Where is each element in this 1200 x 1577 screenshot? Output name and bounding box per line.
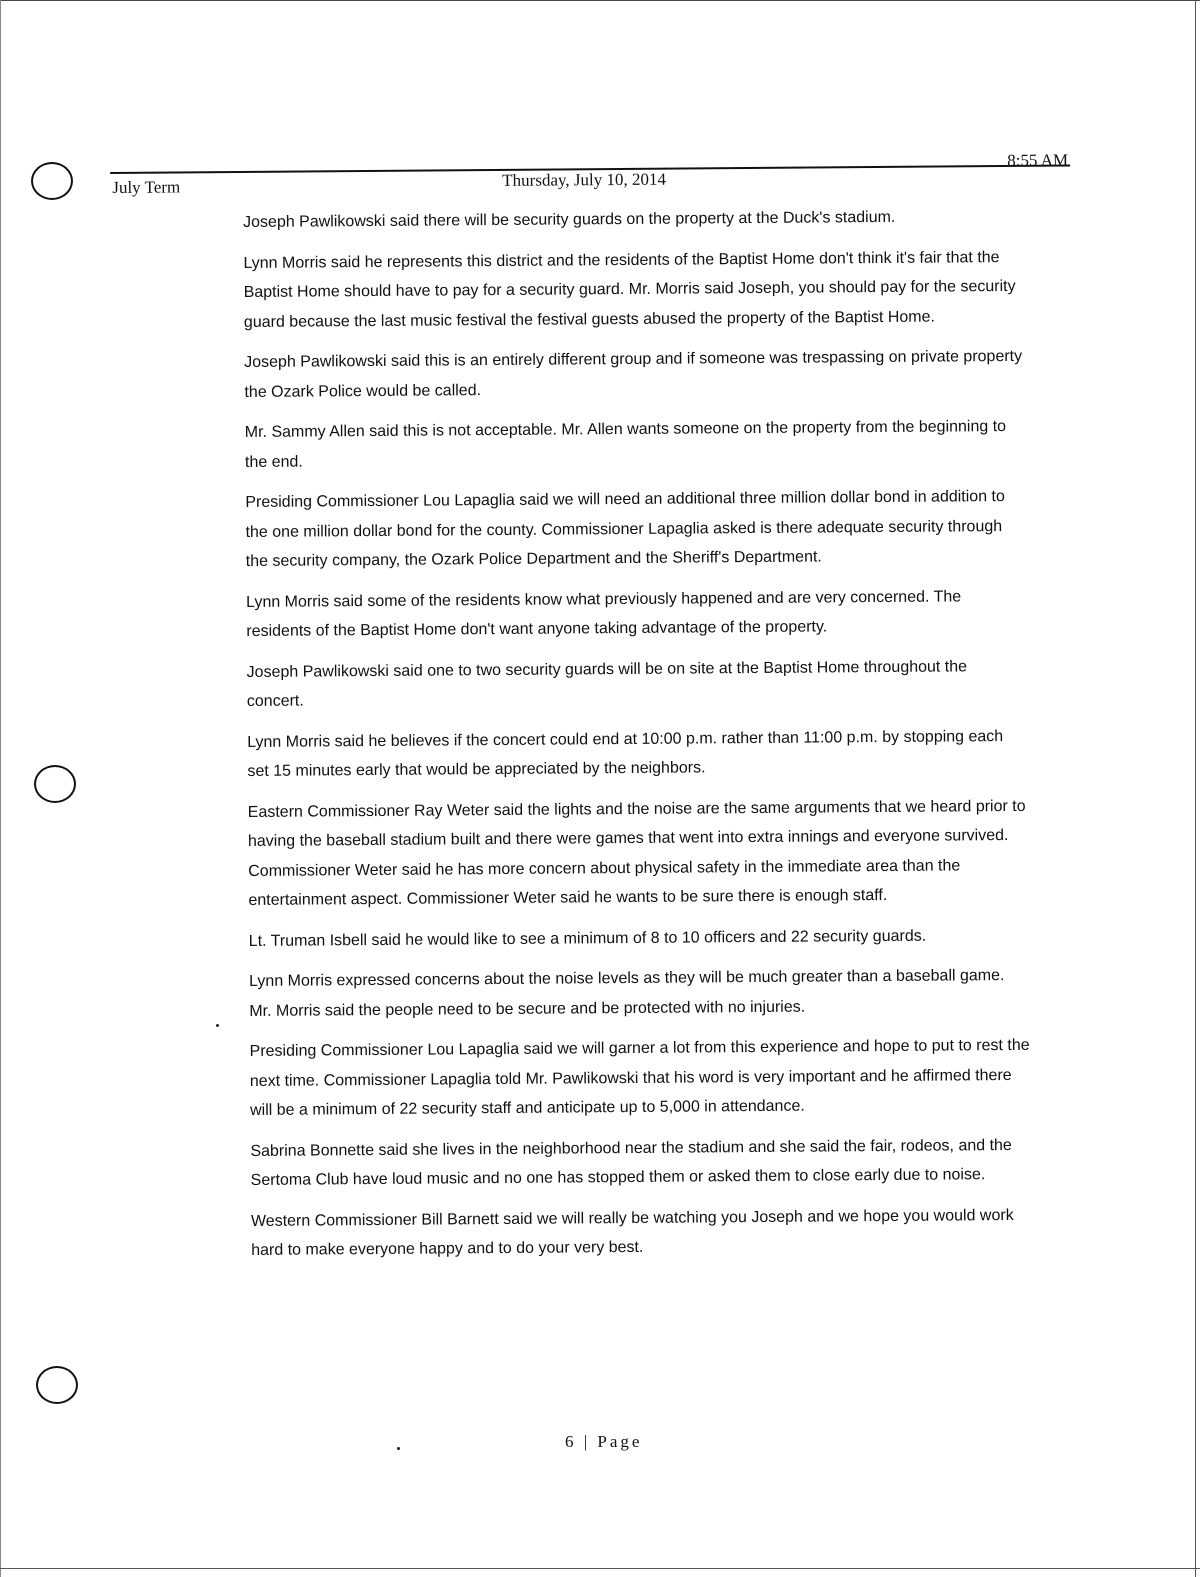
page-border-top — [0, 0, 1200, 1]
paragraph: Lt. Truman Isbell said he would like to see a minimum of 8 to 10 officers and 22 security guards. — [248, 927, 927, 950]
punch-hole-bottom — [36, 1366, 78, 1404]
page-border-left — [0, 0, 1, 1577]
paragraph: Joseph Pawlikowski said this is an entirely different group and if someone was trespassing on private property the Ozark Police would be called. — [244, 347, 1023, 401]
paragraph: Eastern Commissioner Ray Weter said the lights and the noise are the same arguments that we heard prior to having the baseball stadium built and there were games that went into extra innings and everyone survived. Commissioner Weter said he has more concern about physical safety in the immediate area than the entertainment aspect. Commissioner Weter said he wants to be sure there is enough staff. — [247, 797, 1026, 909]
page-header — [110, 142, 1070, 202]
paragraph: Joseph Pawlikowski said there will be security guards on the property at the Duck's stadium. — [243, 208, 896, 231]
paragraph: Presiding Commissioner Lou Lapaglia said we will garner a lot from this experience and hope to put to rest the next time. Commissioner Lapaglia told Mr. Pawlikowski that his word is very important and he affirmed there will be a minimum of 22 security staff and anticipate up to 5,000 in attendance. — [249, 1036, 1030, 1119]
page-number: 6 | Page — [565, 1432, 643, 1451]
paragraph: Lynn Morris expressed concerns about the noise levels as they will be much greater than a baseball game. Mr. Morris said the people need to be secure and be protected with no injuries. — [249, 967, 1005, 1020]
paragraph: Western Commissioner Bill Barnett said we will really be watching you Joseph and we hope you would work hard to make everyone happy and to do your very best. — [250, 1206, 1014, 1259]
paragraph: Lynn Morris said he believes if the concert could end at 10:00 p.m. rather than 11:00 p.m. by stopping each set 15 minutes early that would be appreciated by the neighbors. — [247, 727, 1004, 780]
paragraph: Mr. Sammy Allen said this is not acceptable. Mr. Allen wants someone on the property from the beginning to the end. — [244, 418, 1007, 471]
punch-hole-top — [31, 162, 73, 200]
stray-mark — [397, 1447, 400, 1450]
page-border-bottom — [0, 1568, 1200, 1569]
header-time: 8:55 AM — [1007, 150, 1069, 170]
paragraph: Lynn Morris said some of the residents know what previously happened and are very concerned. The residents of the Baptist Home don't want anyone taking advantage of the property. — [246, 587, 962, 640]
stray-mark — [216, 1024, 219, 1027]
minutes-body — [243, 202, 1031, 1277]
header-date: Thursday, July 10, 2014 — [502, 169, 667, 190]
header-term: July Term — [112, 177, 181, 197]
page-border-right — [1195, 0, 1196, 1577]
paragraph: Lynn Morris said he represents this district and the residents of the Baptist Home don't think it's fair that the Baptist Home should have to pay for a security guard. Mr. Morris said Joseph, you should pay for the security guard because the last music festival the festival guests abused the property of the Baptist Home. — [243, 248, 1016, 331]
punch-hole-middle — [34, 765, 76, 803]
paragraph: Sabrina Bonnette said she lives in the neighborhood near the stadium and she said the fair, rodeos, and the Sertoma Club have loud music and no one has stopped them or asked them to close early due to noise. — [250, 1136, 1012, 1189]
paragraph: Joseph Pawlikowski said one to two security guards will be on site at the Baptist Home throughout the concert. — [246, 657, 968, 710]
paragraph: Presiding Commissioner Lou Lapaglia said we will need an additional three million dollar bond in addition to the one million dollar bond for the county. Commissioner Lapaglia asked is there adequate security through the security company, the Ozark Police Department and the Sheriff's Department. — [245, 488, 1005, 570]
